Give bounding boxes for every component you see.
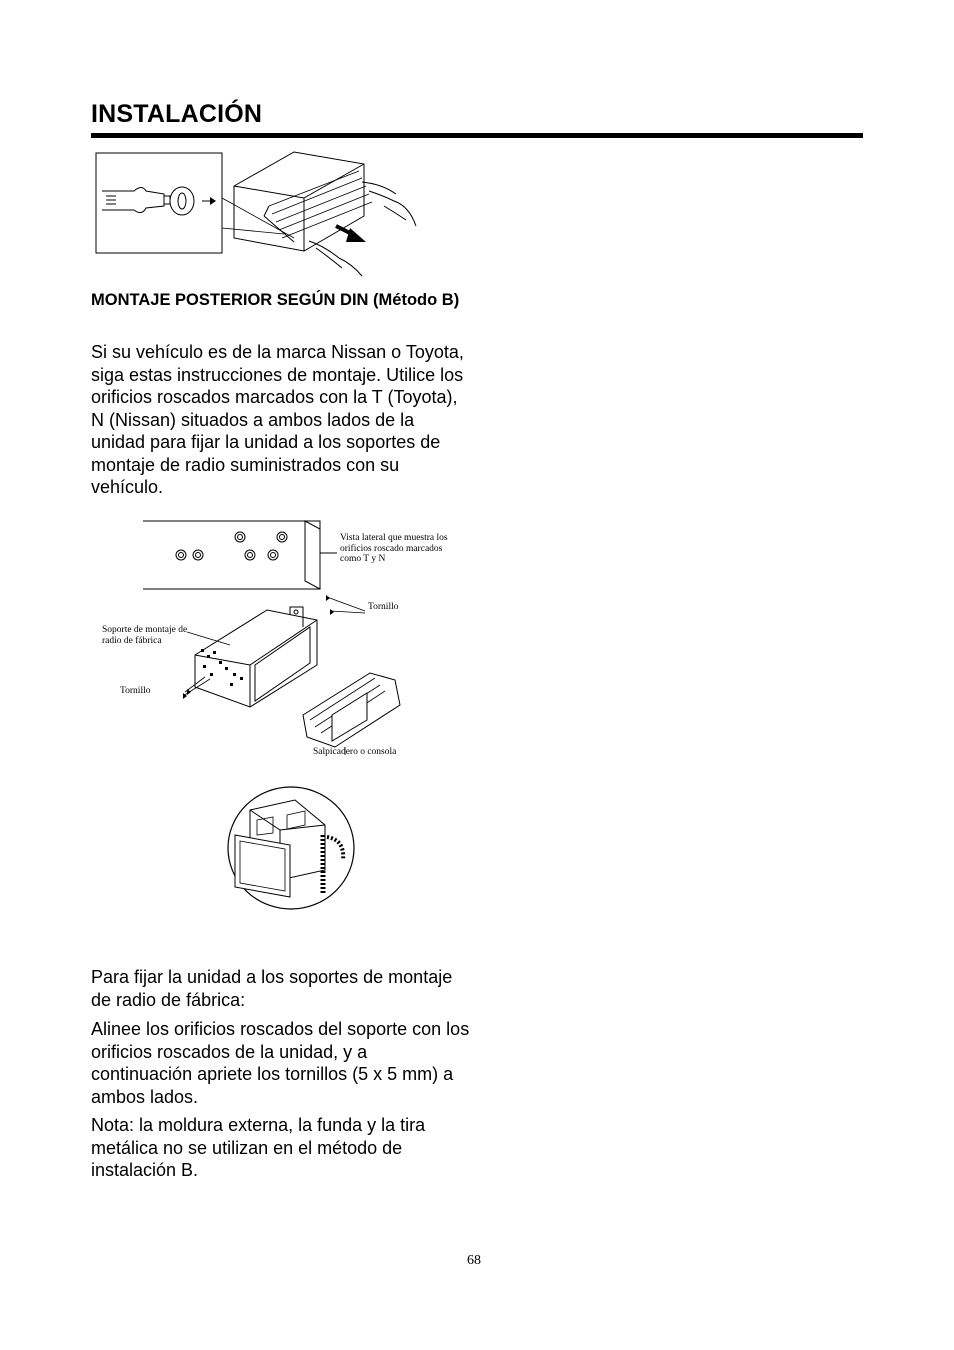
fix-paragraph: Para fijar la unidad a los soportes de montaje de radio de fábrica: [91, 967, 453, 1010]
screw-left-label: Tornillo [120, 686, 151, 696]
bracket-label: Soporte de montaje de radio de fábrica [102, 625, 188, 646]
intro-paragraph: Si su vehículo es de la marca Nissan o Toyota, siga estas instrucciones de montaje. Utilice los orificios roscados marcados con la T (Toyota), N (Nissan) situados a ambos lados de la unidad para fijar la unidad a los soportes de montaje de radio suministrados con su vehículo. [91, 342, 464, 497]
section-heading: MONTAJE POSTERIOR SEGÚN DIN (Método B) [91, 291, 460, 309]
page-title: INSTALACIÓN [91, 100, 263, 128]
dashboard-label: Salpicadero o consola [313, 747, 397, 757]
side-view-label: Vista lateral que muestra los orificios roscado marcados como T y N [340, 533, 448, 564]
screw-top-label: Tornillo [368, 602, 399, 612]
removal-illustration [94, 146, 424, 281]
detail-circle-illustration [225, 785, 360, 915]
page-number: 68 [467, 1253, 481, 1268]
align-paragraph: Alinee los orificios roscados del soporte con los orificios roscados de la unidad, y a continuación apriete los tornillos (5 x 5 mm) a ambos lados. [91, 1019, 470, 1107]
title-rule [91, 133, 863, 138]
note-paragraph: Nota: la moldura externa, la funda y la tira metálica no se utilizan en el método de instalación B. [91, 1115, 426, 1180]
